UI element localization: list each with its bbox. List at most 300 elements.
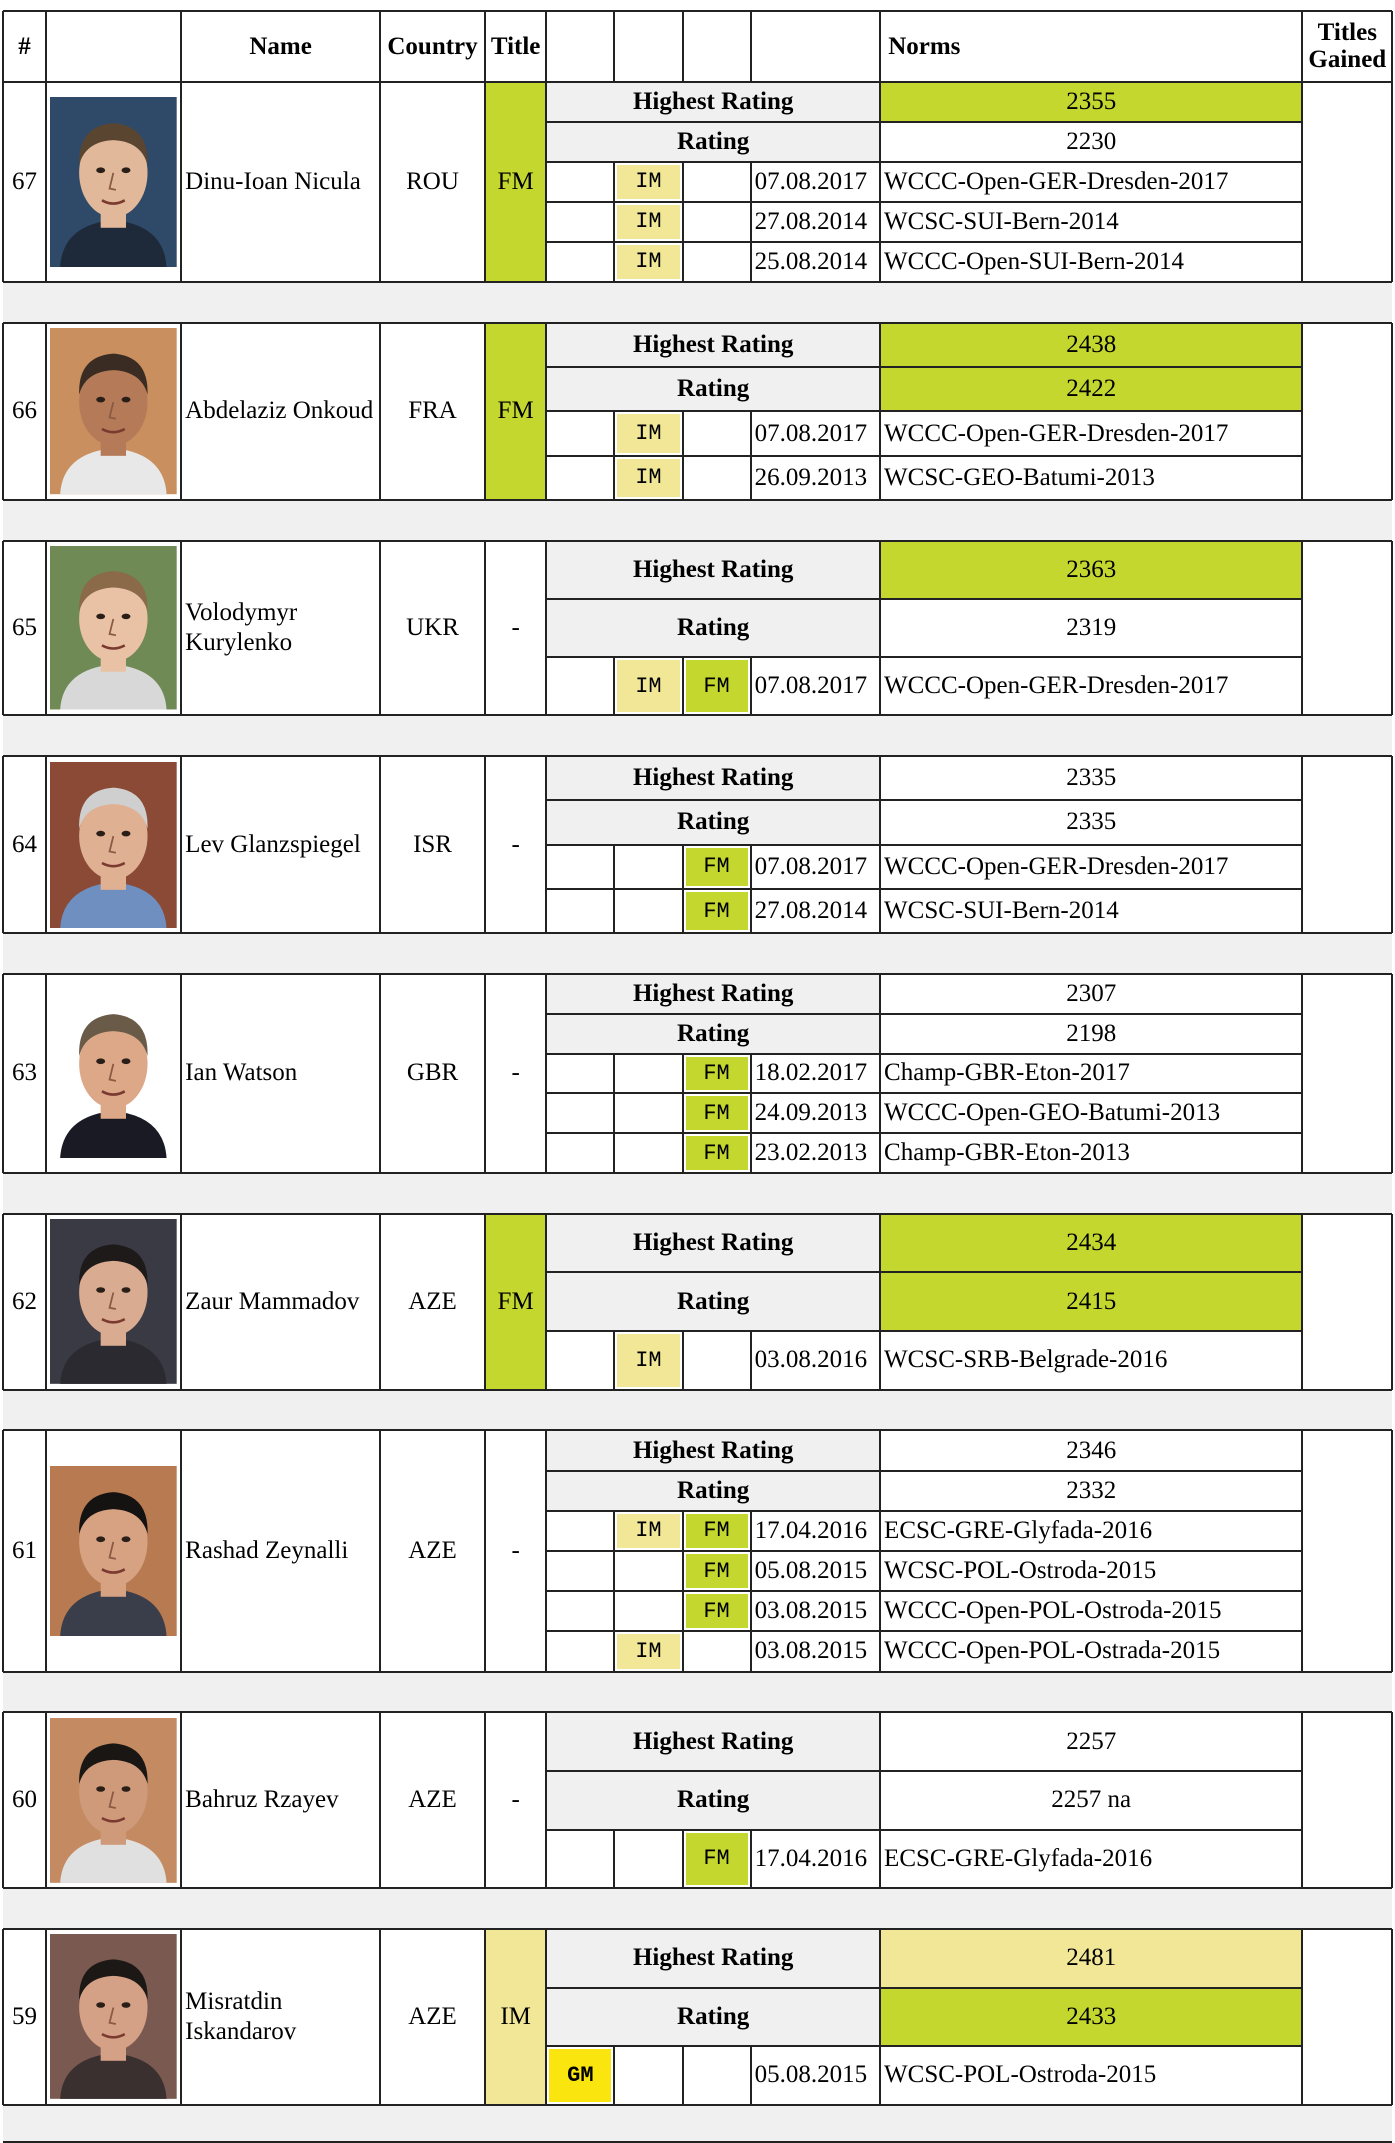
- player-name: Rashad Zeynalli: [185, 1536, 349, 1564]
- highest-rating-label: Highest Rating: [546, 323, 880, 367]
- row-separator: [3, 1173, 1393, 1214]
- avatar: [50, 546, 177, 709]
- grid-line: [546, 1590, 1302, 1592]
- player-country: AZE: [408, 1786, 457, 1814]
- norm-event: WCCC-Open-SUI-Bern-2014: [884, 247, 1184, 275]
- norm-event: WCSC-POL-Ostroda-2015: [884, 1557, 1157, 1585]
- grid-line: [546, 410, 1302, 412]
- norm-empty-cell: [546, 657, 614, 715]
- grid-line: [180, 323, 182, 500]
- player-titles-gained: [1302, 82, 1392, 282]
- norm-badge-label: FM: [686, 1833, 748, 1886]
- norm-badge-label: FM: [686, 1057, 748, 1091]
- norm-empty-cell: [546, 1631, 614, 1671]
- grid-line: [682, 162, 684, 282]
- grid-line: [1391, 756, 1393, 933]
- player-title: FM: [485, 1214, 546, 1390]
- player-titles-gained: [1302, 1214, 1392, 1390]
- norm-empty-cell: [614, 1551, 682, 1591]
- grid-line: [379, 974, 381, 1173]
- norm-badge-fm: [683, 1551, 751, 1591]
- norm-event: Champ-GBR-Eton-2017: [884, 1059, 1130, 1087]
- norm-event: WCCC-Open-GEO-Batumi-2013: [884, 1099, 1221, 1127]
- grid-line: [546, 1092, 1302, 1094]
- player-num: 64: [12, 830, 38, 858]
- player-title: -: [511, 1059, 520, 1087]
- header-photo: [46, 11, 181, 82]
- rating-label: Rating: [546, 1014, 880, 1054]
- norm-empty-cell: [683, 2046, 751, 2105]
- grid-line: [379, 323, 381, 500]
- grid-line: [1391, 1929, 1393, 2105]
- player-name: Misratdin Iskandarov: [185, 1987, 297, 2045]
- player-country: AZE: [408, 1287, 457, 1315]
- norm-badge-fm: [683, 1591, 751, 1631]
- norm-date: 07.08.2017: [754, 167, 868, 195]
- norm-badge-im: [614, 242, 682, 282]
- player-num: 61: [12, 1536, 38, 1564]
- grid-line: [546, 888, 1302, 890]
- norm-date: 18.02.2017: [754, 1059, 868, 1087]
- grid-line: [1301, 541, 1303, 715]
- grid-line: [180, 1929, 182, 2105]
- grid-line: [546, 1987, 1302, 1989]
- norm-date: 27.08.2014: [754, 897, 868, 925]
- player-country: FRA: [408, 397, 457, 425]
- norm-badge-label: FM: [686, 1554, 748, 1588]
- grid-line: [545, 82, 547, 282]
- grid-line: [484, 323, 486, 500]
- grid-line: [546, 656, 1302, 658]
- grid-line: [613, 1511, 615, 1672]
- player-name: Volodymyr Kurylenko: [185, 599, 298, 657]
- player-photo: [46, 541, 181, 715]
- grid-line: [546, 241, 1302, 243]
- norm-date: 27.08.2014: [754, 207, 868, 235]
- norm-badge-label: IM: [617, 1514, 679, 1548]
- grid-line: [682, 1830, 684, 1889]
- grid-line: [45, 1430, 47, 1671]
- grid-line: [484, 1430, 486, 1671]
- player-num: 65: [12, 614, 38, 642]
- header-titles-gained: Titles Gained: [1308, 19, 1387, 74]
- player-titles-gained: [1302, 1929, 1392, 2105]
- grid-line: [546, 799, 1302, 801]
- grid-line: [682, 845, 684, 934]
- norm-empty-cell: [614, 1054, 682, 1094]
- norm-badge-fm: [683, 1093, 751, 1133]
- norm-date: 24.09.2013: [754, 1099, 868, 1127]
- highest-rating-label: Highest Rating: [546, 1712, 880, 1771]
- grid-line: [546, 1630, 1302, 1632]
- player-name: Bahruz Rzayev: [185, 1786, 339, 1814]
- player-photo: [46, 1712, 181, 1888]
- norm-date: 25.08.2014: [754, 247, 868, 275]
- grid-line: [379, 1712, 381, 1888]
- highest-rating-value: 2307: [1066, 979, 1117, 1007]
- rating-label: Rating: [546, 1471, 880, 1511]
- grid-line: [750, 657, 752, 715]
- grid-line: [1391, 11, 1393, 82]
- norm-badge-label: FM: [686, 892, 748, 930]
- grid-line: [45, 82, 47, 282]
- norm-empty-cell: [546, 242, 614, 282]
- avatar: [50, 1934, 177, 2099]
- grid-line: [2, 974, 4, 1173]
- player-num: 67: [12, 167, 38, 195]
- grid-line: [750, 845, 752, 934]
- player-name: Lev Glanzspiegel: [185, 830, 361, 858]
- norm-empty-cell: [546, 162, 614, 202]
- grid-line: [2, 1929, 4, 2105]
- grid-line: [546, 201, 1302, 203]
- grid-line: [1301, 1430, 1303, 1671]
- player-photo: [46, 1214, 181, 1390]
- norm-badge-im: [614, 456, 682, 500]
- grid-line: [546, 1389, 1302, 1391]
- norm-badge-fm: [683, 889, 751, 933]
- grid-line: [879, 756, 881, 933]
- grid-line: [750, 1511, 752, 1672]
- highest-rating-label: Highest Rating: [546, 541, 880, 599]
- grid-line: [546, 1013, 1302, 1015]
- player-country: ROU: [406, 167, 459, 195]
- grid-line: [3, 1711, 1393, 1713]
- player-title: IM: [485, 1929, 546, 2105]
- norm-event: WCSC-SRB-Belgrade-2016: [884, 1346, 1168, 1374]
- player-country: ISR: [413, 830, 452, 858]
- grid-line: [1301, 1214, 1303, 1390]
- norm-date: 07.08.2017: [754, 419, 868, 447]
- highest-rating-value: 2346: [1066, 1436, 1117, 1464]
- norm-badge-label: FM: [686, 1594, 748, 1628]
- norm-badge-label: FM: [686, 848, 748, 886]
- norm-empty-cell: [546, 1830, 614, 1889]
- grid-line: [546, 1550, 1302, 1552]
- grid-line: [545, 323, 547, 500]
- highest-rating-label: Highest Rating: [546, 1929, 880, 1988]
- grid-line: [546, 714, 1302, 716]
- norm-empty-cell: [546, 1331, 614, 1390]
- grid-line: [613, 657, 615, 715]
- grid-line: [3, 540, 1393, 542]
- grid-line: [682, 1331, 684, 1390]
- player-num: 59: [12, 2002, 38, 2030]
- highest-rating-value: 2335: [1066, 764, 1117, 792]
- grid-line: [682, 411, 684, 500]
- norm-badge-label: FM: [686, 1136, 748, 1170]
- grid-line: [3, 1928, 1393, 1930]
- grid-line: [3, 1213, 1393, 1215]
- norm-event: ECSC-GRE-Glyfada-2016: [884, 1844, 1153, 1872]
- grid-line: [484, 1929, 486, 2105]
- norm-empty-cell: [683, 411, 751, 455]
- player-name: Ian Watson: [185, 1059, 298, 1087]
- grid-line: [1391, 974, 1393, 1173]
- grid-line: [379, 541, 381, 715]
- norm-date: 05.08.2015: [754, 2061, 868, 2089]
- grid-line: [45, 756, 47, 933]
- rating-label: Rating: [546, 1272, 880, 1331]
- grid-line: [45, 11, 47, 82]
- grid-line: [1391, 323, 1393, 500]
- norm-empty-cell: [546, 1551, 614, 1591]
- norm-empty-cell: [614, 2046, 682, 2105]
- norm-empty-cell: [546, 202, 614, 242]
- header-name: Name: [249, 32, 312, 60]
- grid-line: [750, 2046, 752, 2105]
- norm-event: WCCC-Open-GER-Dresden-2017: [884, 672, 1229, 700]
- norm-event: WCCC-Open-GER-Dresden-2017: [884, 167, 1229, 195]
- player-num: 60: [12, 1786, 38, 1814]
- grid-line: [379, 756, 381, 933]
- grid-line: [682, 11, 684, 82]
- player-titles-gained: [1302, 323, 1392, 500]
- norm-date: 03.08.2015: [754, 1637, 868, 1665]
- header-num: #: [18, 32, 31, 60]
- grid-line: [484, 11, 486, 82]
- grid-line: [2, 323, 4, 500]
- norm-empty-cell: [546, 1133, 614, 1173]
- grid-line: [546, 932, 1302, 934]
- rating-value: 2319: [1066, 614, 1117, 642]
- norm-empty-cell: [683, 1631, 751, 1671]
- grid-line: [1301, 323, 1303, 500]
- grid-line: [613, 1054, 615, 1173]
- header-norms: Norms: [888, 32, 961, 60]
- row-separator: [3, 1672, 1393, 1713]
- player-name: Dinu-Ioan Nicula: [185, 167, 361, 195]
- player-country: GBR: [406, 1059, 459, 1087]
- norm-badge-label: FM: [686, 660, 748, 712]
- row-separator: [3, 282, 1393, 323]
- rating-value: 2335: [1066, 808, 1117, 836]
- rating-label: Rating: [546, 367, 880, 411]
- grid-line: [545, 1929, 547, 2105]
- player-photo: [46, 82, 181, 282]
- norm-empty-cell: [546, 1511, 614, 1551]
- grid-line: [545, 11, 547, 82]
- norm-empty-cell: [683, 1331, 751, 1390]
- highest-rating-label: Highest Rating: [546, 1430, 880, 1470]
- grid-line: [879, 82, 881, 282]
- norm-badge-label: IM: [617, 414, 679, 452]
- norm-event: WCSC-POL-Ostroda-2015: [884, 2061, 1157, 2089]
- grid-line: [750, 411, 752, 500]
- grid-line: [613, 1331, 615, 1390]
- grid-line: [545, 1430, 547, 1671]
- player-country: AZE: [408, 2002, 457, 2030]
- grid-line: [484, 1712, 486, 1888]
- norm-empty-cell: [614, 1830, 682, 1889]
- grid-line: [750, 1331, 752, 1390]
- grid-line: [682, 2046, 684, 2105]
- player-country: AZE: [408, 1536, 457, 1564]
- header-country: Country: [387, 32, 478, 60]
- player-titles-gained: [1302, 541, 1392, 715]
- rating-value: 2415: [880, 1272, 1302, 1331]
- grid-line: [45, 1712, 47, 1888]
- grid-line: [3, 81, 1393, 83]
- row-separator: [3, 2105, 1393, 2142]
- grid-line: [180, 11, 182, 82]
- grid-line: [546, 844, 1302, 846]
- avatar: [50, 762, 177, 928]
- grid-line: [879, 11, 881, 82]
- avatar: [50, 328, 177, 494]
- highest-rating-value: 2434: [880, 1214, 1302, 1273]
- norm-empty-cell: [546, 845, 614, 889]
- norm-empty-cell: [683, 202, 751, 242]
- rating-value: 2230: [1066, 127, 1117, 155]
- grid-line: [3, 755, 1393, 757]
- player-title: -: [511, 830, 520, 858]
- norm-badge-im: [614, 411, 682, 455]
- grid-line: [3, 973, 1393, 975]
- grid-line: [546, 366, 1302, 368]
- grid-line: [484, 82, 486, 282]
- grid-line: [379, 1430, 381, 1671]
- rating-value: 2332: [1066, 1476, 1117, 1504]
- norm-badge-label: FM: [686, 1514, 748, 1548]
- grid-line: [546, 1671, 1302, 1673]
- norm-empty-cell: [614, 889, 682, 933]
- player-num: 63: [12, 1059, 38, 1087]
- norm-empty-cell: [683, 242, 751, 282]
- avatar: [50, 1219, 177, 1384]
- grid-line: [1391, 1712, 1393, 1888]
- rating-label: Rating: [546, 1988, 880, 2047]
- grid-line: [879, 1214, 881, 1390]
- norm-date: 03.08.2015: [754, 1597, 868, 1625]
- norm-badge-label: IM: [617, 245, 679, 279]
- grid-line: [750, 11, 752, 82]
- grid-line: [180, 82, 182, 282]
- row-separator: [3, 933, 1393, 974]
- grid-line: [2, 541, 4, 715]
- player-num: 62: [12, 1287, 38, 1315]
- grid-line: [1391, 82, 1393, 282]
- grid-line: [1391, 1430, 1393, 1671]
- grid-line: [1301, 974, 1303, 1173]
- norm-event: WCSC-GEO-Batumi-2013: [884, 463, 1155, 491]
- rating-label: Rating: [546, 122, 880, 162]
- grid-line: [613, 2046, 615, 2105]
- grid-line: [879, 1712, 881, 1888]
- player-photo: [46, 323, 181, 500]
- grid-line: [484, 756, 486, 933]
- avatar: [50, 988, 177, 1158]
- norm-date: 05.08.2015: [754, 1557, 868, 1585]
- grid-line: [1301, 1929, 1303, 2105]
- grid-line: [180, 1430, 182, 1671]
- norm-event: WCCC-Open-POL-Ostrada-2015: [884, 1637, 1221, 1665]
- norm-empty-cell: [683, 162, 751, 202]
- avatar: [50, 97, 177, 267]
- grid-line: [613, 845, 615, 934]
- header-title: Title: [490, 32, 541, 60]
- grid-line: [180, 974, 182, 1173]
- norm-date: 26.09.2013: [754, 463, 868, 491]
- grid-line: [682, 657, 684, 715]
- norm-badge-label: GM: [549, 2049, 611, 2102]
- norm-badge-im: [614, 1631, 682, 1671]
- grid-line: [545, 1214, 547, 1390]
- grid-line: [879, 974, 881, 1173]
- grid-line: [879, 323, 881, 500]
- grid-line: [546, 499, 1302, 501]
- grid-line: [546, 1132, 1302, 1134]
- rating-value: 2422: [880, 367, 1302, 411]
- player-photo: [46, 974, 181, 1173]
- rating-value: 2433: [880, 1988, 1302, 2047]
- grid-line: [180, 756, 182, 933]
- player-num: 66: [12, 397, 38, 425]
- avatar: [50, 1718, 177, 1883]
- grid-line: [546, 598, 1302, 600]
- highest-rating-label: Highest Rating: [546, 974, 880, 1014]
- highest-rating-label: Highest Rating: [546, 82, 880, 122]
- rating-label: Rating: [546, 599, 880, 657]
- grid-line: [545, 541, 547, 715]
- highest-rating-label: Highest Rating: [546, 756, 880, 800]
- norm-date: 23.02.2013: [754, 1139, 868, 1167]
- grid-line: [546, 1770, 1302, 1772]
- player-name: Abdelaziz Onkoud: [185, 397, 374, 425]
- norm-badge-label: IM: [617, 660, 679, 712]
- grid-line: [379, 11, 381, 82]
- norm-date: 07.08.2017: [754, 852, 868, 880]
- grid-line: [3, 322, 1393, 324]
- norm-event: ECSC-GRE-Glyfada-2016: [884, 1516, 1153, 1544]
- norm-empty-cell: [614, 845, 682, 889]
- norm-empty-cell: [546, 411, 614, 455]
- norm-badge-im: [614, 202, 682, 242]
- grid-line: [1301, 756, 1303, 933]
- grid-line: [379, 1214, 381, 1390]
- norm-event: WCSC-SUI-Bern-2014: [884, 207, 1119, 235]
- grid-line: [3, 10, 1393, 12]
- player-title: FM: [485, 82, 546, 282]
- grid-line: [545, 1712, 547, 1888]
- norm-badge-label: IM: [617, 1334, 679, 1387]
- grid-line: [180, 1214, 182, 1390]
- norm-date: 17.04.2016: [754, 1516, 868, 1544]
- norm-empty-cell: [546, 456, 614, 500]
- grid-line: [546, 455, 1302, 457]
- row-separator: [3, 1888, 1393, 1929]
- norm-badge-im: [614, 1331, 682, 1390]
- grid-line: [613, 162, 615, 282]
- grid-line: [3, 1429, 1393, 1431]
- grid-line: [45, 1214, 47, 1390]
- rating-label: Rating: [546, 1771, 880, 1830]
- norm-empty-cell: [546, 1591, 614, 1631]
- highest-rating-label: Highest Rating: [546, 1214, 880, 1273]
- player-country: UKR: [406, 614, 459, 642]
- highest-rating-value: 2363: [880, 541, 1302, 599]
- player-photo: [46, 1929, 181, 2105]
- grid-line: [1301, 1712, 1303, 1888]
- grid-line: [1391, 1214, 1393, 1390]
- norm-badge-label: IM: [617, 205, 679, 239]
- norm-event: Champ-GBR-Eton-2013: [884, 1139, 1130, 1167]
- grid-line: [546, 161, 1302, 163]
- rating-value: 2257 na: [1051, 1786, 1132, 1814]
- highest-rating-value: 2257: [1066, 1727, 1117, 1755]
- norm-badge-fm: [683, 1511, 751, 1551]
- grid-line: [546, 281, 1302, 283]
